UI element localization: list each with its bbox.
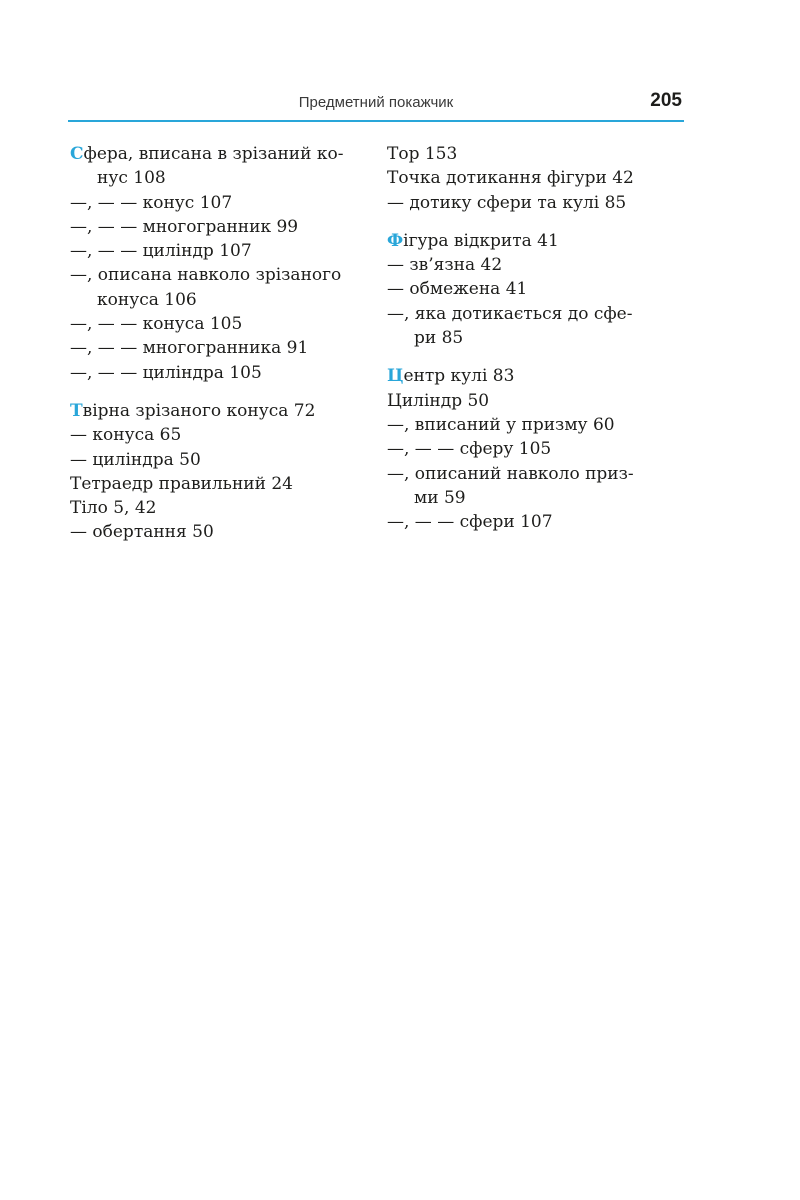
index-column-right (387, 142, 687, 548)
index-entry (387, 277, 687, 301)
index-entry (387, 364, 687, 388)
index-entry (70, 423, 370, 447)
index-group (387, 364, 687, 534)
index-entry-text: — зв’язна 42 (387, 255, 503, 276)
index-entry-text: ентр кулі 83 (403, 366, 515, 387)
index-column-left (70, 142, 370, 559)
running-title: Предметний покажчик (298, 94, 454, 111)
index-entry (387, 510, 687, 534)
index-entry-text: нус 108 (97, 168, 166, 189)
index-entry-text: —, — — многогранник 99 (70, 216, 299, 237)
index-entry-text: —, — — циліндра 105 (70, 362, 262, 383)
section-initial-letter: Ф (387, 230, 404, 251)
index-group (387, 229, 687, 350)
index-entry (387, 229, 687, 253)
index-entry-text: Тіло 5, 42 (70, 498, 157, 519)
index-entry-text: Точка дотикання фігури 42 (387, 168, 634, 189)
index-entry (70, 239, 370, 263)
index-group (70, 399, 370, 545)
index-entry-text: фера, вписана в зрізаний ко- (83, 144, 344, 164)
index-entry-text: —, описана навколо зрізаного (70, 265, 342, 286)
index-entry (387, 413, 687, 437)
page-header (68, 88, 684, 122)
index-entry (70, 399, 370, 423)
index-entry-text: —, — — сферу 105 (387, 439, 552, 460)
index-entry (387, 166, 687, 190)
index-entry-text: Тор 153 (387, 144, 458, 164)
index-entry-text: конуса 106 (97, 289, 197, 310)
index-entry (387, 437, 687, 461)
index-entry-text: —, — — сфери 107 (387, 512, 553, 533)
index-entry (70, 142, 370, 191)
index-entry-text: —, вписаний у призму 60 (387, 414, 615, 435)
index-entry-text: —, — — многогранника 91 (70, 338, 309, 359)
index-entry-text: — циліндра 50 (70, 449, 201, 470)
header-rule (68, 120, 684, 122)
index-entry-text: Циліндр 50 (387, 390, 490, 411)
index-entry (387, 142, 687, 166)
index-entry-text: —, — — конуса 105 (70, 314, 243, 335)
section-initial-letter: С (70, 144, 84, 164)
index-entry (70, 448, 370, 472)
index-entry (387, 253, 687, 277)
index-entry (70, 215, 370, 239)
index-entry-text: —, — — циліндр 107 (70, 241, 252, 262)
index-entry-text: — дотику сфери та кулі 85 (387, 192, 627, 213)
index-entry (70, 191, 370, 215)
index-entry (387, 389, 687, 413)
index-entry (387, 462, 687, 511)
index-entry-text: вірна зрізаного конуса 72 (82, 400, 316, 421)
index-entry (387, 302, 687, 351)
section-initial-letter: Ц (387, 366, 404, 387)
index-entry-text: —, описаний навколо приз- (387, 463, 634, 484)
index-entry-text: —, — — конус 107 (70, 192, 233, 213)
index-entry-text: ми 59 (414, 487, 466, 508)
index-group (387, 142, 687, 215)
index-entry (70, 496, 370, 520)
index-entry (70, 472, 370, 496)
index-group (70, 142, 370, 385)
index-entry (387, 191, 687, 215)
index-entry-text: Тетраедр правильний 24 (70, 473, 293, 494)
index-entry (70, 361, 370, 385)
index-entry (70, 312, 370, 336)
index-entry-text: ри 85 (414, 328, 464, 349)
index-entry-text: ігура відкрита 41 (403, 230, 559, 251)
section-initial-letter: Т (70, 400, 83, 421)
index-entry-text: —, яка дотикається до сфе- (387, 303, 633, 324)
index-entry-text: — обертання 50 (70, 522, 214, 543)
index-entry-text: — конуса 65 (70, 425, 182, 446)
index-entry (70, 336, 370, 360)
index-entry-text: — обмежена 41 (387, 279, 528, 300)
page-number: 205 (650, 90, 682, 111)
index-entry (70, 520, 370, 544)
index-entry (70, 263, 370, 312)
